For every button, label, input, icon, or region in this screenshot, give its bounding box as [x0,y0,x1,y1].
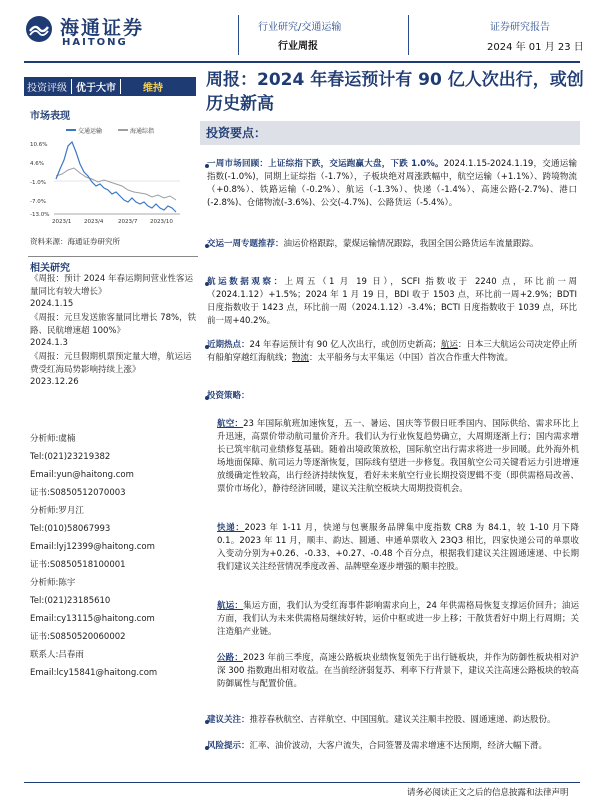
series-line-transport [56,142,176,212]
footer-rule [24,782,580,783]
rating-label: 投资评级 [27,83,67,94]
legend-label-transport: 交通运输 [78,128,103,135]
report-category: 行业研究/交通运输 [258,22,342,33]
y-tick: 4.6% [30,161,44,167]
report-title: 周报：2024 年春运预计有 90 亿人次出行，或创历史新高 [206,70,584,114]
analyst-name: 分析师:陈宇 [30,578,76,588]
strategy-text: 集运方面，我们认为受红海事件影响需求向上，24 年供需格局恢复支撑运价回升；油运方面，我们认为未来供需格局继续好转，运价中枢或进一步上移；干散货看好中期上行周期；关注造船产业链。 [217,601,579,637]
analyst-cert: 证书:S0850520060002 [30,632,126,642]
related-item [30,351,198,389]
related-item-date: 2024.1.15 [30,299,74,309]
related-item-title: 《周报：元旦发送旅客量同比增长 78%，铁路、民航增速超 100%》 [30,313,197,336]
point-label: 近期热点： [207,340,250,350]
related-heading: 相关研究 [30,263,70,274]
point-suggestions [207,714,577,727]
analyst-card [30,430,198,502]
strategy-express [217,522,579,574]
strategy-highway [217,652,579,691]
legend-label-index: 海通综指 [130,128,155,135]
point-label: 一周市场回顾：上证综指下跌，交运跑赢大盘，下跌 1.0%。 [207,159,444,169]
point-label: 交运一周专题推荐： [207,239,284,249]
point-underline: 物流 [292,353,310,363]
point-risks [207,740,577,753]
rating-bar [24,77,196,96]
strategy-label: 航运： [217,601,244,611]
footer-disclaimer: 请务必阅读正文之后的信息披露和法律声明 [407,788,569,798]
y-tick: 10.6% [30,142,48,148]
related-item [30,312,198,350]
analyst-tel: Tel:(010)58067993 [30,524,111,534]
analyst-card [30,502,198,574]
point-shipping-data [207,276,577,328]
strategy-shipping [217,600,579,639]
related-item-title: 《周报：预计 2024 年春运期间营业性客运量同比有较大增长》 [30,274,194,297]
point-text: 汇率、油价波动，大客户流失，合同签署及需求增速不达预期，经济大幅下滑。 [249,741,548,751]
contact-email[interactable]: Email:lcy15841@haitong.com [30,668,158,678]
contact-card [30,646,198,682]
analyst-name: 分析师:虞楠 [30,434,76,444]
section-rule [28,256,198,257]
market-heading: 市场表现 [30,111,70,122]
report-subcategory: 行业周报 [278,41,318,52]
point-underline: 航运 [440,340,458,350]
point-label: 建议关注： [207,715,250,725]
rating-value: 优于大市 [71,79,121,94]
analyst-cert: 证书:S0850512070003 [30,488,126,498]
x-tick: 2023/7 [118,219,138,225]
haitong-logo-icon [24,14,54,44]
point-hot-topics [207,339,577,365]
header-divider [238,15,239,55]
point-text: 24 年春运预计有 90 亿人次出行，或创历史新高； [249,340,441,350]
strategy-text: 2023 年 1-11 月，快递与包裹服务品牌集中度指数 CR8 为 84.1，较 1-10 月下降 0.1。2023 年 11 月，顺丰、韵达、圆通、申通单票收入 23Q3 相比，四家快递公司的单票收入变动分别为+0.26、-0.33、+0.27、-0.48 个百分点，根据我们建议关注圆通速递、中长期我们建议关注经营情况季度改善、品牌壁垒逐步增强的顺丰控股。 [217,523,579,572]
report-date: 2024 年 01 月 23 日 [487,42,584,53]
contact-name: 联系人:吕春雨 [30,650,84,660]
strategy-label: 快递： [217,523,245,533]
analyst-tel: Tel:(021)23219382 [30,452,111,462]
point-label: 投资策略： [207,391,250,401]
header-divider [408,15,409,55]
report-type: 证券研究报告 [490,22,550,33]
point-weekly-topic [207,238,577,251]
strategy-label: 公路： [217,653,243,663]
header-rule [24,61,580,63]
x-tick: 2023/4 [84,219,104,225]
strategy-aviation [217,418,579,496]
analyst-email[interactable]: Email:yun@haitong.com [30,470,134,480]
analyst-email[interactable]: Email:cy13115@haitong.com [30,614,155,624]
market-chart [30,124,190,228]
strategy-text: 2023 年前三季度，高速公路板块业绩恢复领先于出行链板块，并作为防御性板块相对沪深 300 指数跑出相对收益。在当前经济弱复苏、利率下行背景下，建议关注高速公路板块的较高防御属性与配置价值。 [217,653,579,689]
analyst-cert: 证书:S0850518100001 [30,560,126,570]
y-tick: -13.0% [30,212,50,218]
point-market-review [207,158,577,210]
point-label: 航运数据观察： [207,277,285,287]
strategy-text: 23 年国际航班加速恢复，五一、暑运、国庆等节假日旺季国内、国际供给、需求环比上升迅速，高票价带动航司量价齐升。我们认为行业恢复趋势确立，大周期逐渐上行；国内需求增长已筑牢航司业绩修复基础。随着出境政策放松，国际航空出行需求将进一步回暖。此外海外机场地面保障、航司运力等逐渐恢复，国际线有望进一步修复。我国航空公司关键看运力引进增速放缓确定性较高，出行经济持续恢复，看好未来航空行业长期投资逻辑不变（即供需格局改善、票价市场化），静待经济回暖，建议关注航空板块大周期投资机会。 [217,419,579,494]
related-item-title: 《周报：元旦假期机票预定量大增，航运运费受红海局势影响持续上涨》 [30,352,192,375]
analyst-name: 分析师:罗月江 [30,506,84,516]
logo-text-en: HAITONG [62,37,128,48]
point-strategy-heading [207,390,577,403]
series-line-index [56,168,176,200]
rating-change: 维持 [143,83,163,94]
point-label: 风险提示： [207,741,250,751]
point-text: 2024.1.15-2024.1.19，交通运输指数(-1.0%)，同期上证综指（-1.7%），子板块绝对周涨跌幅中，航空运输（+1.1%）、跨境物流（+0.8%）、铁路运输（-0.2%）、航运（-1.3%）、快递（-1.4%）、高速公路(-2.7%)、港口(-2.8%)、仓储物流(-3.6%)、公交(-4.7%)、公路货运（-5.4%）。 [207,159,577,208]
analyst-tel: Tel:(021)23185610 [30,596,111,606]
point-text: ：太平船务与太平集运（中国）首次合作重大件物流。 [309,353,514,363]
point-text: 推荐春秋航空、吉祥航空、中国国航。建议关注顺丰控股、圆通速递、韵达股份。 [249,715,556,725]
y-tick: -7.0% [30,199,46,205]
logo-text-cn: 海通证券 [60,17,145,39]
related-item-date: 2023.12.26 [30,377,79,387]
chart-source: 资料来源：海通证券研究所 [30,237,120,246]
point-text: 上周五（1 月 19 日），SCFI 指数收于 2240 点，环比前一周（2024.1.12）+1.5%；2024 年 1 月 19 日，BDI 收于 1503 点，环比前一周+2.9%；BDTI 日度指数收于 1423 点，环比前一周（2024.1.12）-3.4%；BCTI 日度指数收于 1039 点，环比前一周+40.2%。 [207,277,577,326]
related-item-date: 2024.1.3 [30,338,68,348]
x-tick: 2023/10 [150,219,173,225]
point-text: 油运价格跟踪，蒙煤运输情况跟踪，我国全国公路货运车流量跟踪。 [283,239,539,249]
related-item [30,273,198,311]
y-tick: -1.0% [30,180,46,186]
key-points-title: 投资要点： [206,126,267,140]
report-header [0,0,600,62]
analyst-email[interactable]: Email:lyj12399@haitong.com [30,542,155,552]
strategy-label: 航空： [217,419,244,429]
x-tick: 2023/1 [52,219,72,225]
point-text: ：日本三大航运公司决定停止所有船舶穿越红海航线； [207,340,577,363]
analyst-card [30,574,198,646]
